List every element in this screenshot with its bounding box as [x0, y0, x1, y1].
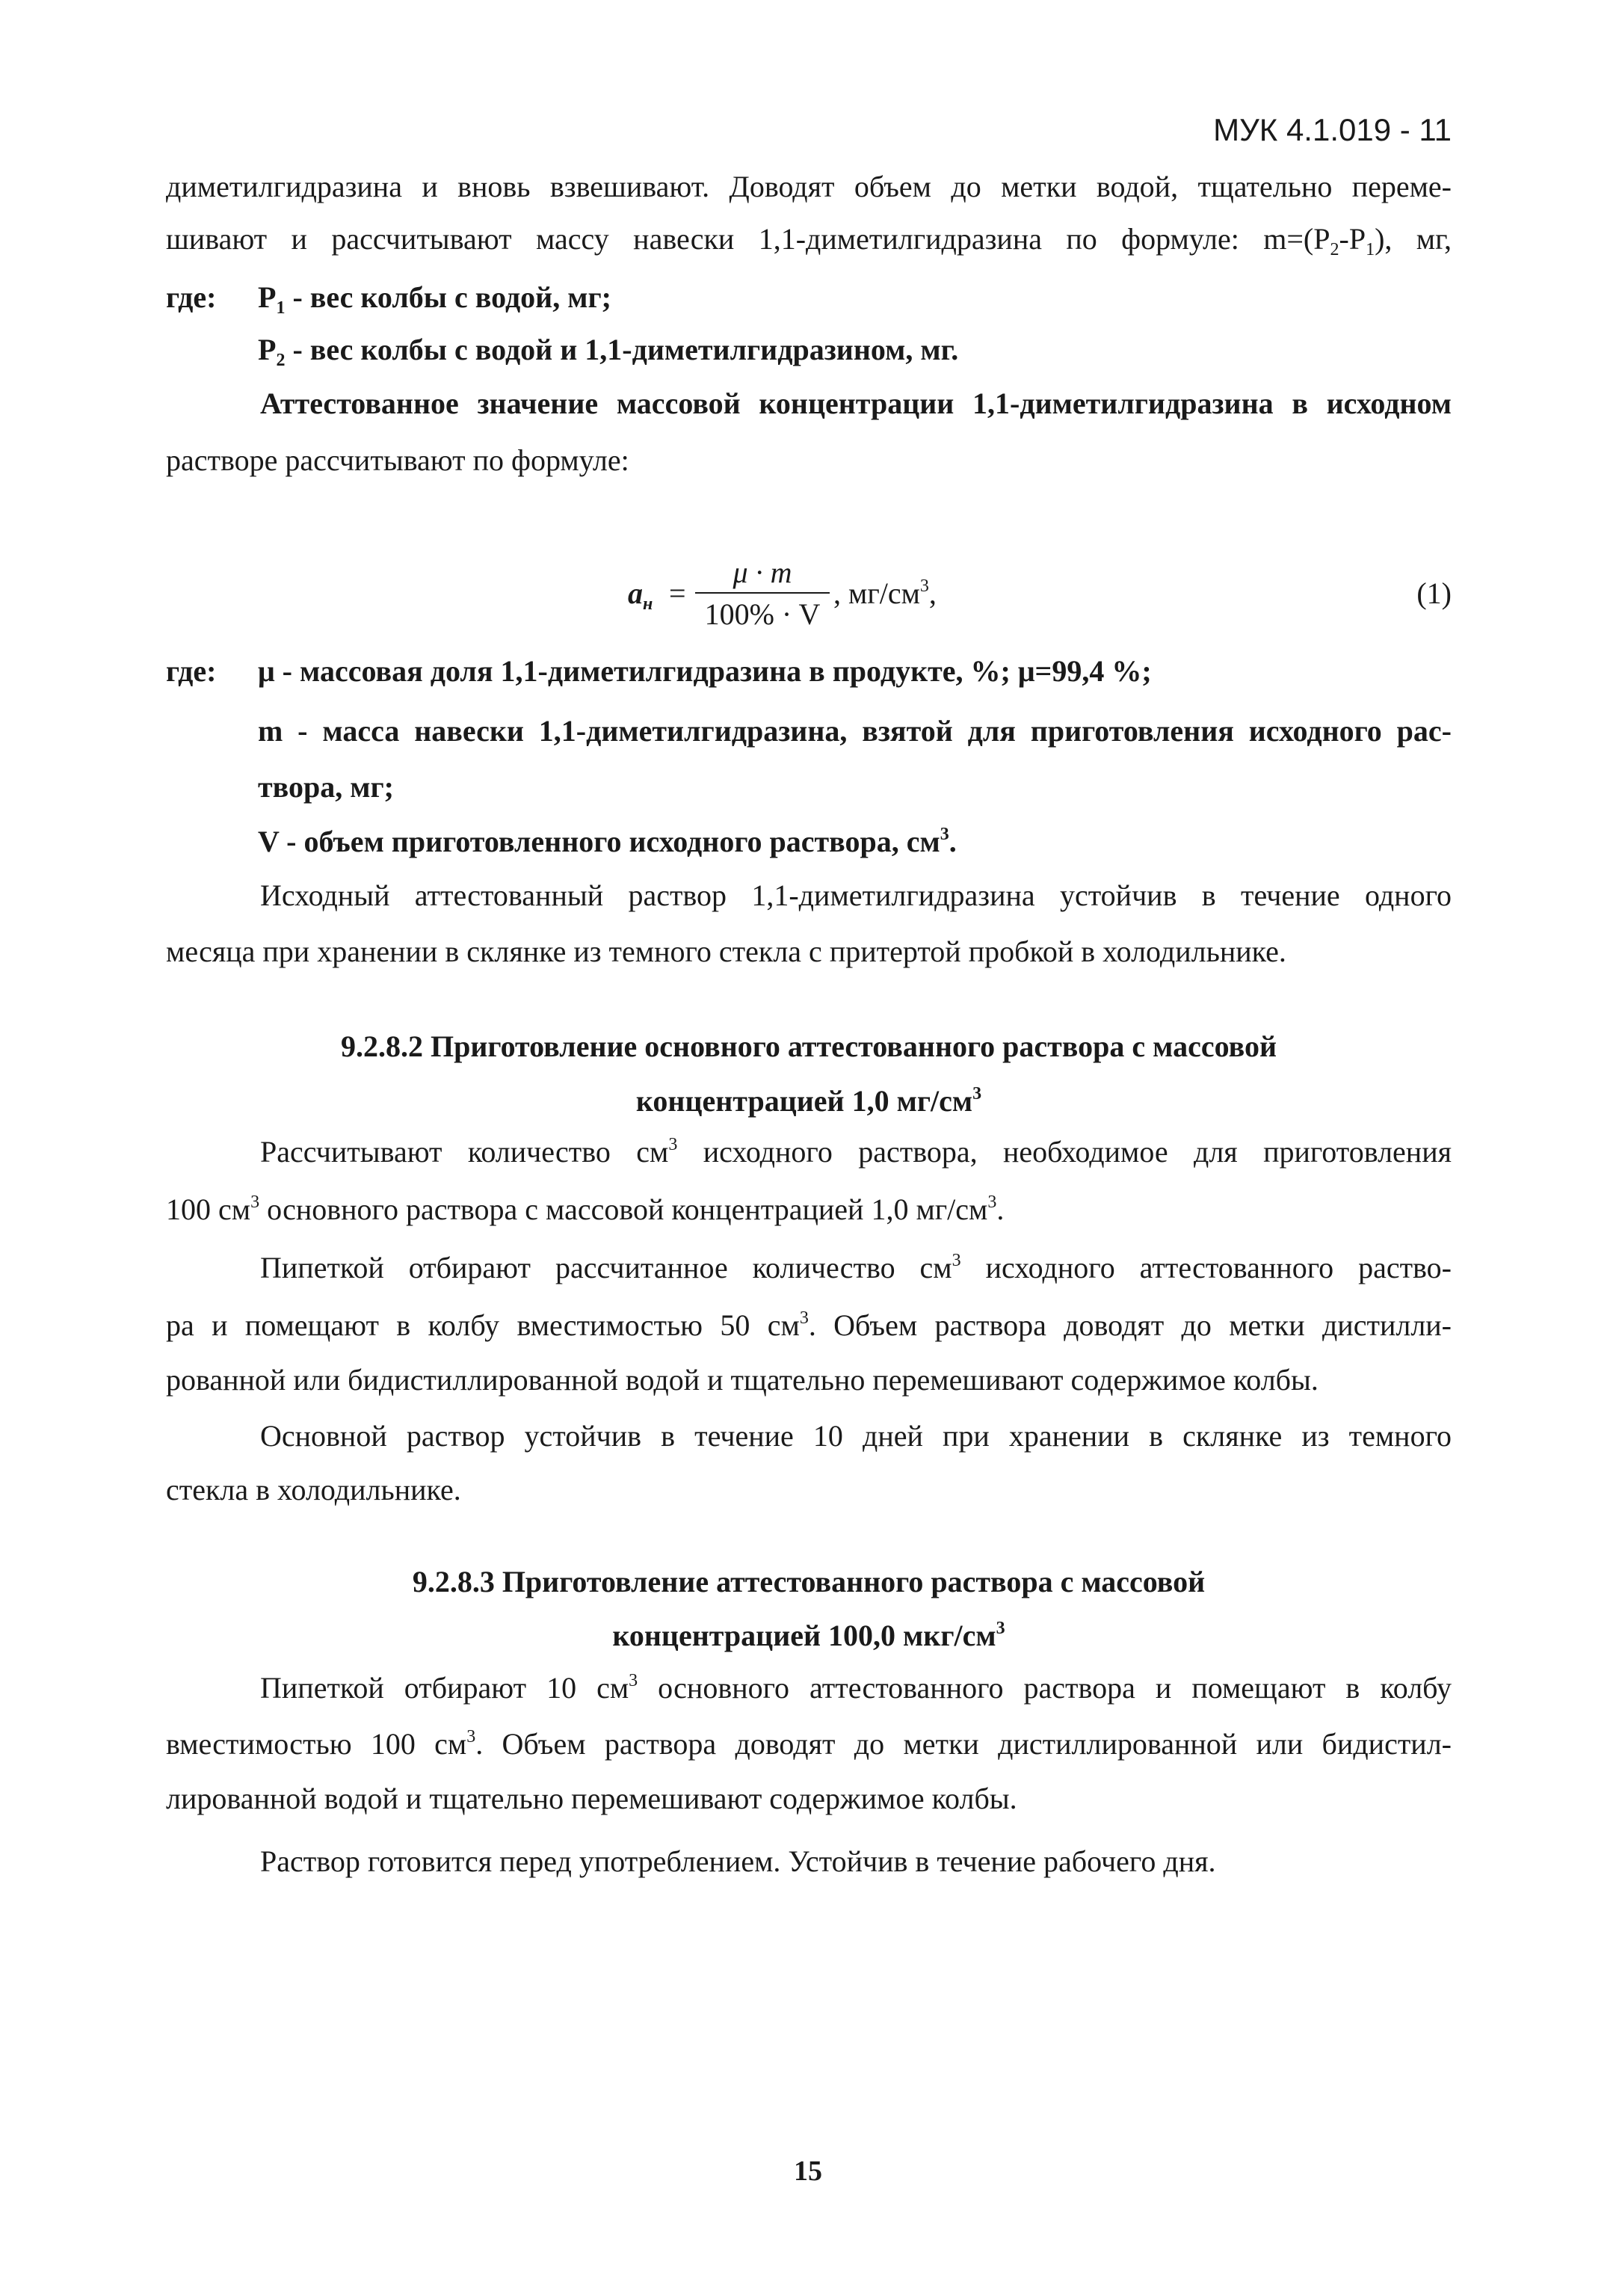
superscript: 3 [466, 1727, 476, 1746]
section-heading [166, 1615, 1452, 1657]
symbol: P [258, 333, 277, 366]
paragraph-line: рованной или бидистиллированной водой и тщательно перемешивают содержимое колбы. [166, 1363, 1319, 1397]
text-span: -P [1339, 222, 1366, 256]
definition-m-cont: твора, мг; [258, 770, 394, 804]
text-span: ра и помещают в колбу вместимостью 50 см [166, 1308, 800, 1342]
text-span: . [996, 1192, 1005, 1226]
text-span: Пипеткой отбирают рассчитанное количество см [260, 1251, 952, 1284]
paragraph-line [166, 1189, 1452, 1231]
definition-p2 [258, 329, 1304, 371]
text-span: , мг/см [833, 576, 920, 610]
subscript: 2 [276, 351, 286, 370]
superscript: 3 [629, 1671, 638, 1690]
paragraph-line [260, 1247, 1452, 1289]
text-span: . Объем раствора доводят до метки дистилли- [808, 1308, 1452, 1342]
text-span: основного аттестованного раствора и помещают в колбу [638, 1671, 1452, 1705]
text-span: исходного раствора, необходимое для приготовления [677, 1135, 1452, 1169]
document-code-header: МУК 4.1.019 - 11 [1213, 112, 1452, 147]
definition-v [258, 821, 1304, 863]
page-number: 15 [794, 2155, 822, 2187]
section-heading: 9.2.8.3 Приготовление аттестованного раствора с массовой [412, 1565, 1206, 1598]
formula-number: (1) [1416, 576, 1452, 610]
text-span: - вес колбы с водой, мг; [285, 280, 611, 314]
superscript: 3 [940, 825, 949, 844]
text-span: - вес колбы с водой и 1,1-диметилгидразином, мг. [285, 333, 959, 366]
superscript: 3 [972, 1084, 982, 1104]
text-span: концентрацией 1,0 мг/см [635, 1084, 973, 1118]
text-span: вместимостью 100 см [166, 1727, 467, 1761]
paragraph-line [166, 1723, 1452, 1765]
paragraph-line [260, 1131, 1452, 1173]
paragraph-line: лированной водой и тщательно перемешивают содержимое колбы. [166, 1782, 1017, 1815]
paragraph-line [260, 1667, 1452, 1709]
superscript: 3 [952, 1251, 961, 1270]
symbol: P [258, 280, 277, 314]
text-span: диметилгидразина и вновь взвешивают. Доводят объем до метки водой, тщательно переме- [166, 170, 1452, 203]
paragraph-line [166, 218, 1452, 260]
paragraph-line [166, 1305, 1452, 1346]
superscript: 3 [996, 1619, 1005, 1638]
paragraph-line: стекла в холодильнике. [166, 1473, 461, 1506]
paragraph-line: растворе рассчитывают по формуле: [166, 443, 629, 477]
formula-fraction [695, 553, 830, 633]
text-span: Рассчитывают количество см [260, 1135, 669, 1169]
text-span: основного раствора с массовой концентрацией 1,0 мг/см [259, 1192, 988, 1226]
formula-denominator: 100% · V [704, 597, 821, 631]
text-span: . [949, 825, 957, 858]
superscript: 3 [919, 576, 929, 596]
superscript: 3 [987, 1192, 997, 1212]
text-span: ), мг, [1375, 222, 1452, 256]
subscript: 2 [1330, 240, 1339, 259]
text-span: . Объем раствора доводят до метки дистиллированной или бидистил- [475, 1727, 1452, 1761]
superscript: 3 [668, 1135, 678, 1154]
where-label: где: [166, 280, 217, 314]
where-label: где: [166, 654, 217, 688]
formula-unit [833, 576, 937, 611]
text-span: V - объем приготовленного исходного раствора, см [258, 825, 940, 858]
text-span: исходного аттестованного раство- [960, 1251, 1452, 1284]
text-span: , [928, 576, 937, 610]
subscript: 1 [276, 298, 286, 318]
symbol: a [628, 576, 643, 610]
paragraph-line: Раствор готовится перед употреблением. Устойчив в течение рабочего дня. [260, 1844, 1216, 1878]
paragraph-line [166, 166, 1452, 208]
text-span: Пипеткой отбирают 10 см [260, 1671, 629, 1705]
paragraph-line: месяца при хранении в склянке из темного стекла с притертой пробкой в холодильнике. [166, 935, 1286, 968]
section-heading: 9.2.8.2 Приготовление основного аттестованного раствора с массовой [341, 1029, 1277, 1063]
definition-m: m - масса навески 1,1-диметилгидразина, взятой для приготовления исходного рас- [258, 714, 1452, 748]
formula-lhs [628, 576, 653, 614]
superscript: 3 [250, 1192, 260, 1212]
formula [628, 553, 1017, 635]
section-heading [166, 1080, 1452, 1122]
paragraph-line: Исходный аттестованный раствор 1,1-диметилгидразина устойчив в течение одного [260, 878, 1452, 912]
paragraph-line: Аттестованное значение массовой концентрации 1,1-диметилгидразина в исходном [260, 387, 1452, 420]
definition-mu: μ - массовая доля 1,1-диметилгидразина в продукте, %; μ=99,4 %; [258, 654, 1152, 688]
subscript: н [643, 594, 653, 614]
text-span: 100 см [166, 1192, 251, 1226]
formula-equals: = [669, 576, 686, 610]
paragraph-line: Основной раствор устойчив в течение 10 дней при хранении в склянке из темного [260, 1419, 1452, 1453]
formula-numerator: μ · m [733, 555, 792, 589]
definition-p1 [258, 277, 1304, 318]
subscript: 1 [1366, 240, 1375, 259]
text-span: шивают и рассчитывают массу навески 1,1-диметилгидразина по формуле: m=(P [166, 222, 1330, 256]
text-span: концентрацией 100,0 мкг/см [612, 1619, 996, 1652]
superscript: 3 [799, 1308, 809, 1328]
